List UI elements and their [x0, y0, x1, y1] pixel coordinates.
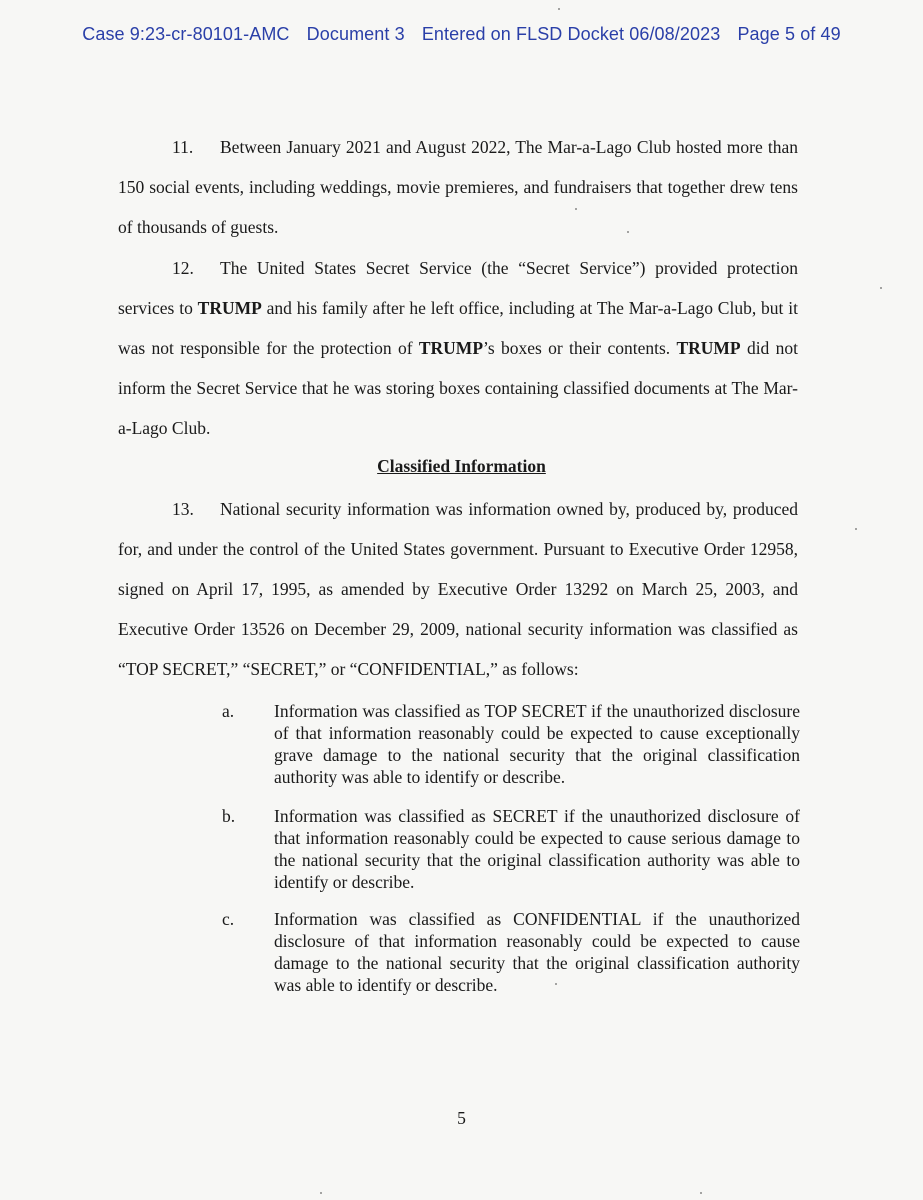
scan-speck — [880, 287, 882, 289]
paragraph-number: 12. — [172, 258, 194, 278]
page-number: 5 — [457, 1108, 466, 1128]
case-number: Case 9:23-cr-80101-AMC — [82, 24, 290, 44]
scan-speck — [700, 1192, 702, 1194]
paragraph-text: did not inform the Secret Service that he was storing boxes containing classified documents at The Mar-a-Lago Club. — [118, 338, 798, 438]
section-heading: Classified Information — [377, 456, 546, 476]
paragraph-text: Between January 2021 and August 2022, The Mar-a-Lago Club hosted more than 150 social events, including weddings, movie premieres, and fundraisers that together drew tens of thousands of guests. — [118, 137, 798, 237]
paragraph-number: 13. — [172, 499, 194, 519]
paragraph-13 — [118, 489, 798, 689]
list-item-c — [222, 908, 800, 996]
paragraph-text: The United States Secret Service (the “Secret Service”) provided protection services to — [118, 258, 798, 318]
paragraph-11 — [118, 127, 798, 247]
list-letter: a. — [222, 701, 235, 721]
list-item-a — [222, 700, 800, 788]
page-count: Page 5 of 49 — [737, 24, 841, 44]
list-letter: b. — [222, 806, 236, 826]
paragraph-text: and his family after he left office, including at The Mar-a-Lago Club, but it was not responsible for the protection of — [118, 298, 798, 358]
defendant-name: TRUMP — [676, 338, 741, 358]
paragraph-number: 11. — [172, 137, 194, 157]
list-text: Information was classified as CONFIDENTIAL if the unauthorized disclosure of that information reasonably could be expected to cause damage to the national security that the original classification authority was able to identify or describe. — [274, 909, 800, 995]
docket-entry: Entered on FLSD Docket 06/08/2023 — [421, 24, 721, 44]
scan-speck — [855, 528, 857, 530]
scan-speck — [558, 8, 560, 10]
scan-speck — [627, 231, 629, 233]
paragraph-12 — [118, 248, 798, 448]
paragraph-text: ’s boxes or their contents. — [483, 338, 677, 358]
list-text: Information was classified as TOP SECRET if the unauthorized disclosure of that information reasonably could be expected to cause exceptionally grave damage to the national security that the original classification authority was able to identify or describe. — [274, 701, 800, 787]
scan-speck — [555, 983, 557, 985]
docket-header — [0, 24, 923, 45]
paragraph-text: National security information was information owned by, produced by, produced for, and under the control of the United States government. Pursuant to Executive Order 12958, signed on April 17, 1995, as amended by Executive Order 13292 on March 25, 2003, and Executive Order 13526 on December 29, 2009, national security information was classified as “TOP SECRET,” “SECRET,” or “CONFIDENTIAL,” as follows: — [118, 499, 798, 679]
defendant-name: TRUMP — [418, 338, 484, 358]
list-letter: c. — [222, 909, 235, 929]
defendant-name: TRUMP — [197, 298, 262, 318]
scan-speck — [575, 208, 577, 210]
scan-speck — [320, 1192, 322, 1194]
list-item-b — [222, 805, 800, 893]
document-number: Document 3 — [306, 24, 405, 44]
list-text: Information was classified as SECRET if the unauthorized disclosure of that information reasonably could be expected to cause serious damage to the national security that the original classification authority was able to identify or describe. — [274, 806, 800, 892]
